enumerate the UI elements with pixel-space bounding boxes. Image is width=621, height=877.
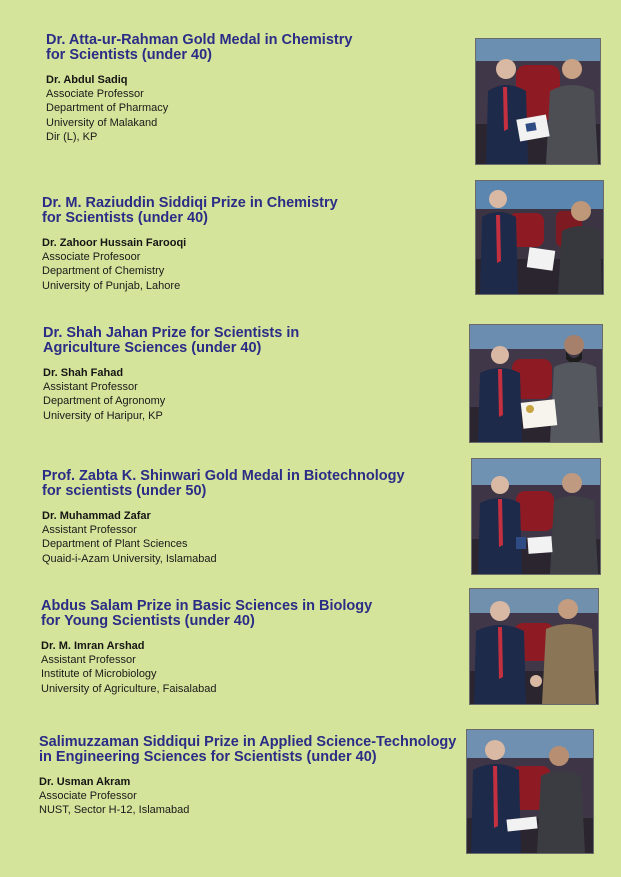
recipient-name: Dr. M. Imran Arshad bbox=[41, 640, 145, 652]
award-title-line2: in Engineering Sciences for Scientists (under 40) bbox=[39, 749, 377, 765]
award-entry bbox=[42, 469, 405, 566]
recipient-department: Department of Chemistry bbox=[42, 265, 165, 278]
recipient-name: Dr. Usman Akram bbox=[39, 776, 131, 788]
recipient-designation: Assistant Professor bbox=[41, 654, 136, 666]
award-entry bbox=[43, 326, 299, 423]
recipient-department: Institute of Microbiology bbox=[41, 668, 157, 681]
recipient-name: Dr. Zahoor Hussain Farooqi bbox=[42, 237, 187, 249]
award-title bbox=[43, 326, 299, 356]
award-title-line1: Salimuzzaman Siddiqui Prize in Applied Science-Technology bbox=[39, 734, 457, 750]
recipient-designation: Assistant Professor bbox=[43, 381, 138, 393]
award-entry bbox=[41, 599, 372, 696]
recipient-name: Dr. Abdul Sadiq bbox=[46, 74, 128, 86]
recipient-department: Department of Plant Sciences bbox=[42, 538, 188, 551]
award-entry bbox=[42, 196, 338, 293]
award-ceremony-photo bbox=[471, 458, 601, 575]
award-title bbox=[41, 599, 372, 629]
award-title-line1: Dr. Atta-ur-Rahman Gold Medal in Chemistry bbox=[46, 32, 353, 48]
award-ceremony-photo bbox=[475, 38, 601, 165]
award-title-line2: for Young Scientists (under 40) bbox=[41, 613, 255, 629]
award-entry bbox=[46, 33, 352, 145]
recipient-department: Department of Pharmacy bbox=[46, 102, 169, 115]
award-title-line2: for scientists (under 50) bbox=[42, 483, 207, 499]
award-entry bbox=[39, 735, 456, 818]
recipient-location: Dir (L), KP bbox=[46, 131, 98, 144]
recipient-institution: NUST, Sector H-12, Islamabad bbox=[39, 804, 190, 817]
award-title-line2: for Scientists (under 40) bbox=[42, 210, 208, 226]
recipient-name: Dr. Muhammad Zafar bbox=[42, 510, 151, 522]
award-ceremony-photo bbox=[475, 180, 604, 295]
recipient-designation: Associate Professor bbox=[39, 790, 137, 802]
recipient-institution: University of Malakand bbox=[46, 116, 158, 129]
recipient-institution: University of Punjab, Lahore bbox=[42, 279, 181, 292]
recipient-name: Dr. Shah Fahad bbox=[43, 367, 124, 379]
award-title bbox=[39, 735, 456, 765]
award-title-line1: Prof. Zabta K. Shinwari Gold Medal in Biotechnology bbox=[42, 468, 405, 484]
award-ceremony-photo bbox=[466, 729, 594, 854]
award-title bbox=[42, 196, 338, 226]
award-title-line1: Abdus Salam Prize in Basic Sciences in Biology bbox=[41, 598, 373, 614]
recipient-department: Department of Agronomy bbox=[43, 395, 166, 408]
award-title-line2: for Scientists (under 40) bbox=[46, 47, 212, 63]
recipient-designation: Associate Professor bbox=[46, 88, 144, 100]
recipient-institution: University of Agriculture, Faisalabad bbox=[41, 682, 217, 695]
award-title bbox=[42, 469, 405, 499]
award-title bbox=[46, 33, 352, 63]
award-title-line1: Dr. Shah Jahan Prize for Scientists in bbox=[43, 325, 300, 341]
recipient-designation: Assistant Professor bbox=[42, 524, 137, 536]
recipient-designation: Associate Profesoor bbox=[42, 251, 141, 263]
award-title-line1: Dr. M. Raziuddin Siddiqi Prize in Chemistry bbox=[42, 195, 338, 211]
award-ceremony-photo bbox=[469, 588, 599, 705]
award-title-line2: Agriculture Sciences (under 40) bbox=[43, 340, 262, 356]
recipient-institution: University of Haripur, KP bbox=[43, 409, 163, 422]
award-ceremony-photo bbox=[469, 324, 603, 443]
recipient-institution: Quaid-i-Azam University, Islamabad bbox=[42, 552, 217, 565]
